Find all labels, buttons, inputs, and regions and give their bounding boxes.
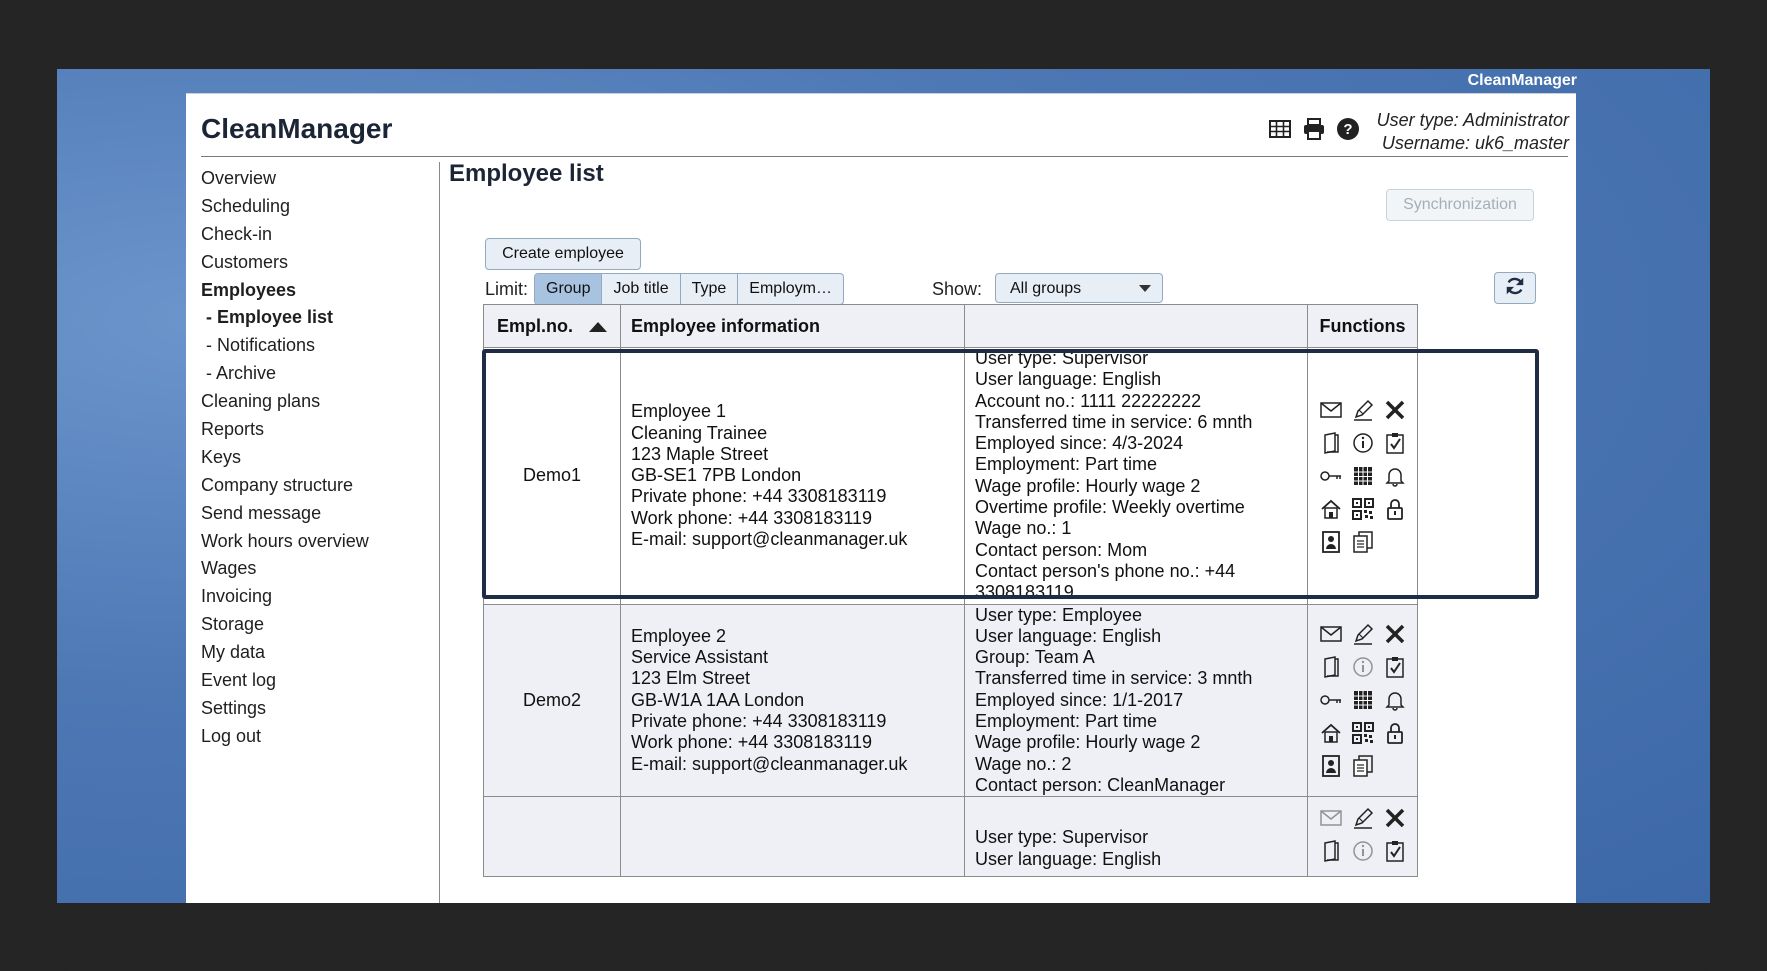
sidebar-item-customers[interactable]: Customers: [201, 251, 289, 272]
mail-icon[interactable]: [1315, 621, 1347, 647]
sidebar-item-event-log[interactable]: Event log: [201, 670, 277, 691]
info-line: E-mail: support@cleanmanager.uk: [631, 753, 908, 774]
sidebar-item-employee-list[interactable]: - Employee list: [206, 307, 334, 328]
detail-line: User language: English: [975, 848, 1162, 869]
checklist-icon[interactable]: [1379, 654, 1411, 680]
sidebar-item-invoicing[interactable]: Invoicing: [201, 586, 273, 607]
sidebar-item-send-message[interactable]: Send message: [201, 502, 322, 523]
employee-table: [483, 304, 1418, 877]
show-group-select[interactable]: [995, 273, 1163, 303]
detail-line: Wage profile: Hourly wage 2: [975, 475, 1201, 496]
sidebar-item-work-hours-overview[interactable]: Work hours overview: [201, 530, 369, 551]
sidebar-item-wages[interactable]: Wages: [201, 558, 257, 579]
info-line: Private phone: +44 3308183119: [631, 486, 887, 507]
svg-text:?: ?: [1343, 121, 1353, 138]
user-type: User type: Administrator: [1376, 110, 1569, 130]
document-icon[interactable]: [1315, 654, 1347, 680]
detail-line: 3308183119: [975, 582, 1074, 603]
edit-icon[interactable]: [1347, 621, 1379, 647]
info-line: Employee 2: [631, 625, 727, 646]
employee-info-cell: [621, 797, 965, 877]
detail-line: Contact person: Mom: [975, 539, 1148, 560]
edit-icon[interactable]: [1347, 397, 1379, 423]
qr-code-icon[interactable]: [1347, 496, 1379, 522]
sidebar-divider: [439, 162, 440, 903]
functions-cell: [1308, 348, 1418, 605]
sidebar-item-check-in[interactable]: Check-in: [201, 223, 273, 244]
chevron-down-icon: [1139, 285, 1151, 292]
limit-tab-employment[interactable]: Employm…: [749, 280, 832, 297]
info-line: Employee 1: [631, 401, 727, 422]
employee-info-cell: [621, 604, 965, 797]
info-line: GB-W1A 1AA London: [631, 689, 805, 710]
bell-icon[interactable]: [1379, 687, 1411, 713]
function-icons: [1308, 621, 1417, 779]
info-icon[interactable]: [1347, 838, 1379, 864]
synchronization-button[interactable]: Synchronization: [1386, 189, 1534, 221]
show-group-value: All groups: [1010, 280, 1082, 297]
functions-cell: [1308, 604, 1418, 797]
app-title: CleanManager: [201, 113, 393, 144]
mail-icon[interactable]: [1315, 805, 1347, 831]
empl-no-cell[interactable]: [484, 797, 621, 877]
delete-icon[interactable]: [1379, 805, 1411, 831]
info-line: Service Assistant: [631, 647, 769, 668]
sidebar-item-keys[interactable]: Keys: [201, 446, 242, 467]
create-employee-button[interactable]: Create employee: [485, 238, 641, 270]
employee-info-header: Employee information: [621, 305, 965, 348]
functions-cell: [1308, 797, 1418, 877]
qr-code-icon[interactable]: [1347, 720, 1379, 746]
refresh-button[interactable]: [1494, 272, 1536, 304]
info-line: 123 Maple Street: [631, 443, 769, 464]
info-icon[interactable]: [1347, 430, 1379, 456]
limit-tab-job-title[interactable]: Job title: [602, 274, 680, 304]
detail-line: Transferred time in service: 3 mnth: [975, 668, 1253, 689]
screen: [57, 69, 1710, 903]
detail-line: User type: Supervisor: [975, 348, 1149, 368]
sidebar-item-my-data[interactable]: My data: [201, 642, 266, 663]
detail-line: Employed since: 4/3-2024: [975, 433, 1184, 454]
info-icon[interactable]: [1347, 654, 1379, 680]
sidebar-item-scheduling[interactable]: Scheduling: [201, 195, 291, 216]
table-row[interactable]: [484, 797, 1418, 877]
detail-line: Wage no.: 1: [975, 518, 1072, 539]
username: Username: uk6_master: [1381, 133, 1569, 153]
corner-brand: CleanManager: [1467, 72, 1577, 89]
info-line: GB-SE1 7PB London: [631, 465, 802, 486]
sidebar-item-overview[interactable]: Overview: [201, 168, 277, 188]
sort-ascending-icon: [589, 322, 607, 332]
detail-line: Wage profile: Hourly wage 2: [975, 732, 1201, 753]
sidebar-item-settings[interactable]: Settings: [201, 697, 267, 718]
delete-icon[interactable]: [1379, 397, 1411, 423]
document-icon[interactable]: [1315, 838, 1347, 864]
detail-line: Account no.: 1111 22222222: [975, 390, 1202, 411]
show-label: Show:: [932, 279, 983, 299]
detail-line: Group: Team A: [975, 647, 1095, 668]
empl-no-header[interactable]: Empl.no.: [484, 305, 621, 348]
detail-line: Contact person's phone no.: +44: [975, 560, 1236, 581]
empl-no-cell[interactable]: Demo2: [484, 604, 621, 797]
home-icon[interactable]: [1315, 720, 1347, 746]
mail-icon[interactable]: [1315, 397, 1347, 423]
details-header: [965, 305, 1308, 348]
table-icon[interactable]: [1268, 117, 1292, 141]
app-window: [186, 93, 1576, 903]
limit-tab-group[interactable]: Group: [535, 274, 602, 304]
id-card-icon[interactable]: [1315, 529, 1347, 555]
detail-line: User type: Employee: [975, 604, 1143, 625]
detail-line: User type: Supervisor: [975, 827, 1149, 848]
page-title: Employee list: [449, 160, 604, 187]
user-info: [1377, 109, 1569, 155]
details-cell: [965, 604, 1308, 797]
limit-tabs: [534, 273, 844, 305]
function-icons: [1308, 397, 1417, 555]
calendar-icon[interactable]: [1347, 463, 1379, 489]
function-icons: [1308, 805, 1417, 864]
id-card-icon[interactable]: [1315, 753, 1347, 779]
copy-icon[interactable]: [1347, 529, 1379, 555]
info-line: Work phone: +44 3308183119: [631, 732, 873, 753]
sidebar-item-storage[interactable]: Storage: [201, 614, 265, 635]
table-row[interactable]: [484, 604, 1418, 797]
home-icon[interactable]: [1315, 496, 1347, 522]
document-icon[interactable]: [1315, 430, 1347, 456]
sidebar-item-employees[interactable]: Employees: [201, 279, 297, 300]
empl-no-cell[interactable]: Demo1: [484, 348, 621, 605]
bell-icon[interactable]: [1379, 463, 1411, 489]
sidebar-item-log-out[interactable]: Log out: [201, 725, 262, 746]
employee-info-cell: [621, 348, 965, 605]
functions-header: Functions: [1308, 305, 1418, 348]
sidebar-item-cleaning-plans[interactable]: Cleaning plans: [201, 391, 321, 412]
sidebar: [201, 165, 431, 751]
sidebar-item-notifications[interactable]: - Notifications: [206, 335, 316, 356]
info-line: Work phone: +44 3308183119: [631, 507, 873, 528]
checklist-icon[interactable]: [1379, 838, 1411, 864]
copy-icon[interactable]: [1347, 753, 1379, 779]
details-cell: [965, 348, 1308, 605]
detail-line: Employment: Part time: [975, 454, 1158, 475]
edit-icon[interactable]: [1347, 805, 1379, 831]
key-icon[interactable]: [1315, 463, 1347, 489]
info-line: Private phone: +44 3308183119: [631, 711, 887, 732]
help-icon[interactable]: [1336, 117, 1360, 141]
delete-icon[interactable]: [1379, 621, 1411, 647]
key-icon[interactable]: [1315, 687, 1347, 713]
sidebar-item-reports[interactable]: Reports: [201, 419, 265, 440]
lock-icon[interactable]: [1379, 496, 1411, 522]
detail-line: User language: English: [975, 369, 1162, 390]
header-icons: [1268, 117, 1360, 141]
limit-label: Limit:: [485, 279, 529, 299]
details-cell: [965, 797, 1308, 877]
limit-tab-type[interactable]: Type: [681, 274, 739, 304]
calendar-icon[interactable]: [1347, 687, 1379, 713]
header-divider: [201, 156, 1568, 157]
info-line: E-mail: support@cleanmanager.uk: [631, 529, 908, 550]
print-icon[interactable]: [1302, 117, 1326, 141]
checklist-icon[interactable]: [1379, 430, 1411, 456]
table-header-row: [484, 305, 1418, 348]
detail-line: User language: English: [975, 625, 1162, 646]
detail-line: Employed since: 1/1-2017: [975, 689, 1184, 710]
detail-line: Overtime profile: Weekly overtime: [975, 497, 1245, 518]
lock-icon[interactable]: [1379, 720, 1411, 746]
info-line: 123 Elm Street: [631, 668, 751, 689]
sidebar-item-company-structure[interactable]: Company structure: [201, 474, 354, 495]
detail-line: Employment: Part time: [975, 711, 1158, 732]
refresh-icon: [1504, 275, 1526, 302]
detail-line: Contact person: CleanManager: [975, 774, 1226, 795]
sidebar-item-archive[interactable]: - Archive: [206, 363, 277, 384]
table-row[interactable]: [484, 348, 1418, 605]
detail-line: Transferred time in service: 6 mnth: [975, 411, 1253, 432]
detail-line: Wage no.: 2: [975, 753, 1072, 774]
info-line: Cleaning Trainee: [631, 422, 768, 443]
